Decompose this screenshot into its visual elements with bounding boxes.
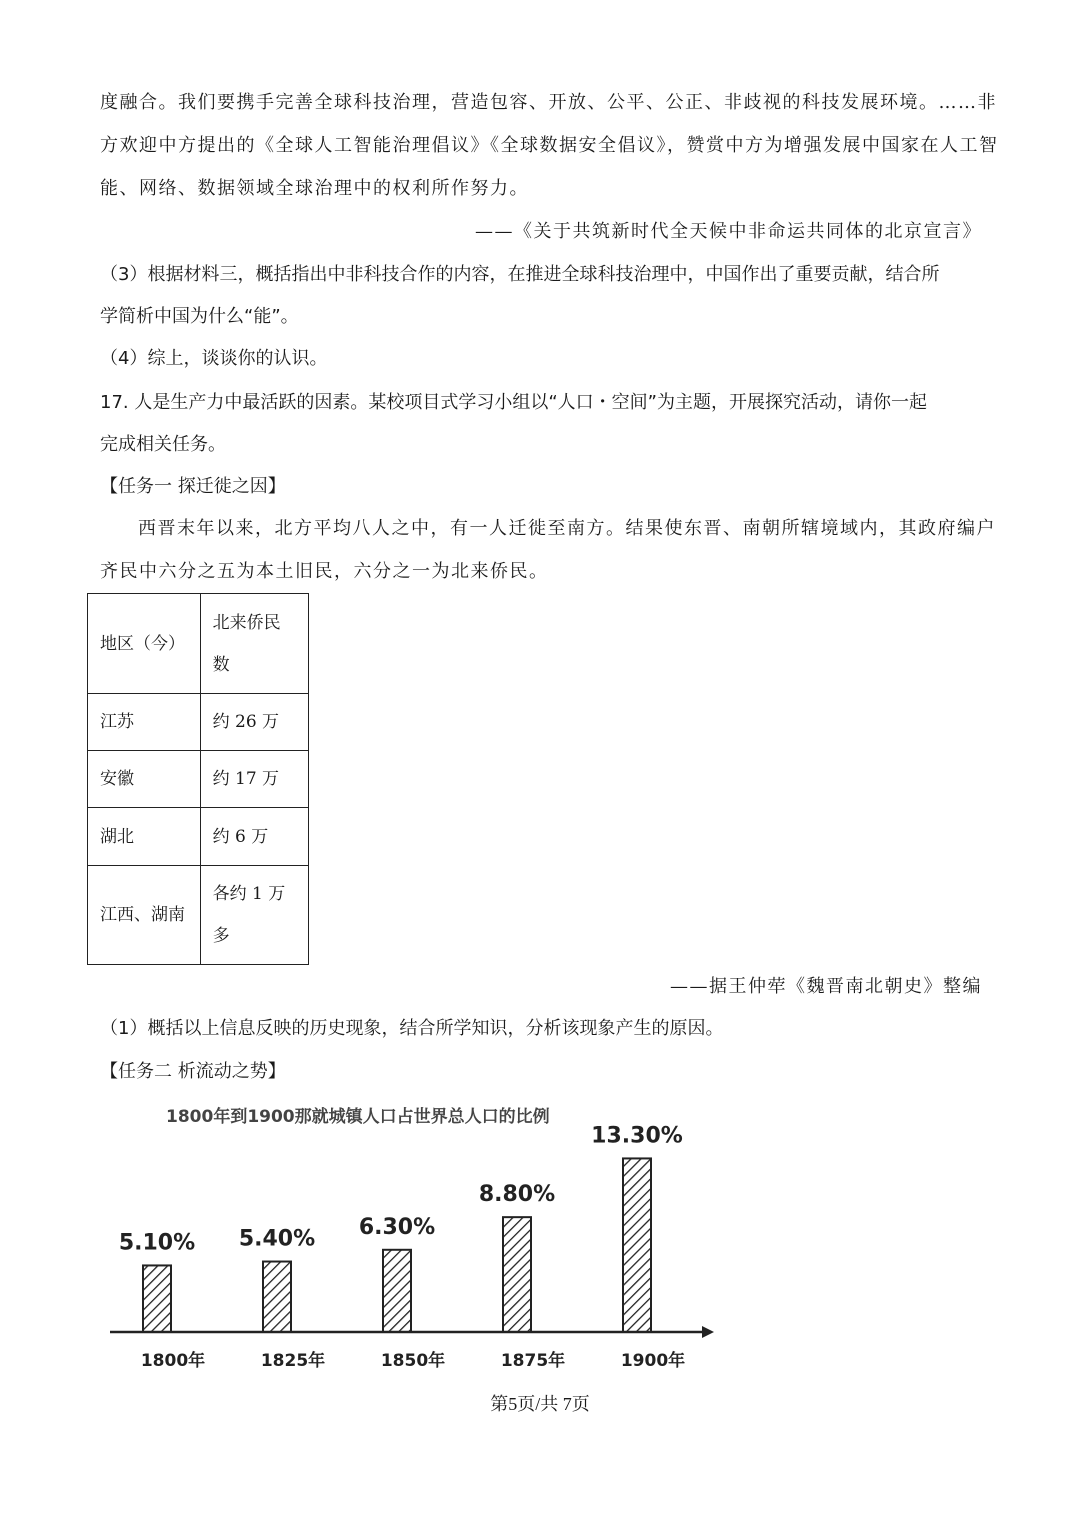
x-axis-arrow-icon — [702, 1326, 714, 1338]
table-row — [88, 866, 309, 965]
table-cell-count: 各约 1 万 多 — [200, 866, 308, 965]
x-tick-label: 1800年 — [140, 1351, 206, 1371]
question-17-1: （1）概括以上信息反映的历史现象，结合所学知识，分析该现象产生的原因。 — [100, 1018, 724, 1039]
question-17-line1: 17. 人是生产力中最活跃的因素。某校项目式学习小组以“人口・空间”为主题，开展探究活动，请你一起 — [100, 392, 927, 413]
task1-text-line2: 齐民中六分之五为本土旧民，六分之一为北来侨民。 — [100, 561, 549, 582]
question-17-line2: 完成相关任务。 — [100, 434, 226, 455]
chart-title: 1800年到1900那就城镇人口占世界总人口的比例 — [166, 1107, 550, 1127]
bar-1875年 — [503, 1217, 531, 1332]
bar-value-label: 5.40% — [238, 1226, 316, 1252]
bar-value-label: 6.30% — [358, 1214, 436, 1240]
bar-value-label: 8.80% — [478, 1182, 556, 1208]
question-16-3-line1: （3）根据材料三，概括指出中非科技合作的内容，在推进全球科技治理中，中国作出了重要贡献，结合所 — [100, 264, 940, 285]
migrant-table — [87, 593, 309, 965]
task1-text-line1: 西晋末年以来，北方平均八人之中，有一人迁徙至南方。结果使东晋、南朝所辖境域内，其政府编户 — [138, 518, 996, 539]
chart-bars — [119, 1123, 685, 1371]
bar-1825年 — [263, 1262, 291, 1332]
table-cell-count: 约 26 万 — [200, 694, 308, 751]
table-row — [88, 751, 309, 808]
material3-line3: 能、网络、数据领域全球治理中的权利所作努力。 — [100, 178, 529, 199]
x-tick-label: 1900年 — [620, 1351, 686, 1371]
bar-1800年 — [143, 1265, 171, 1332]
material3-line2: 方欢迎中方提出的《全球人工智能治理倡议》《全球数据安全倡议》，赞赏中方为增强发展中国家在人工智 — [100, 135, 999, 156]
table-source: ——据王仲荦《魏晋南北朝史》整编 — [670, 976, 982, 997]
material3-source: ——《关于共筑新时代全天候中非命运共同体的北京宣言》 — [475, 221, 982, 242]
material3-line1: 度融合。我们要携手完善全球科技治理，营造包容、开放、公平、公正、非歧视的科技发展环境。……非 — [100, 92, 997, 113]
task1-title: 【任务一 探迁徙之因】 — [100, 476, 286, 497]
table-cell-count: 约 17 万 — [200, 751, 308, 808]
question-16-4: （4）综上，谈谈你的认识。 — [100, 348, 328, 369]
bar-1850年 — [383, 1250, 411, 1332]
task2-title: 【任务二 析流动之势】 — [100, 1061, 286, 1082]
x-tick-label: 1875年 — [500, 1351, 566, 1371]
bar-value-label: 13.30% — [591, 1123, 683, 1149]
table-cell-region: 江西、湖南 — [88, 866, 201, 965]
question-16-3-line2: 学简析中国为什么“能”。 — [100, 306, 299, 327]
x-tick-label: 1825年 — [260, 1351, 326, 1371]
table-row — [88, 694, 309, 751]
table-header-row — [88, 594, 309, 694]
page-footer: 第5页/共 7页 — [490, 1394, 590, 1414]
table-cell-region: 湖北 — [88, 808, 201, 866]
table-header-region: 地区（今） — [88, 594, 201, 694]
table-row — [88, 808, 309, 866]
table-cell-count: 约 6 万 — [200, 808, 308, 866]
urban-population-bar-chart — [100, 1095, 730, 1380]
table-header-count: 北来侨民 数 — [200, 594, 308, 694]
bar-1900年 — [623, 1158, 651, 1332]
bar-value-label: 5.10% — [118, 1230, 196, 1256]
x-tick-label: 1850年 — [380, 1351, 446, 1371]
table-cell-region: 江苏 — [88, 694, 201, 751]
table-cell-region: 安徽 — [88, 751, 201, 808]
